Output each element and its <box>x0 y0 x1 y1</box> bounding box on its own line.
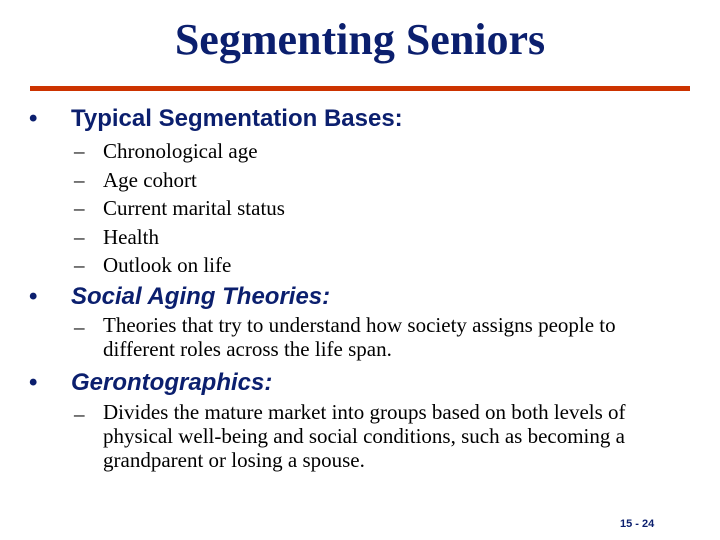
list-item: – Health <box>74 224 159 249</box>
segmentation-bases-list <box>74 137 285 280</box>
section-heading-social-aging-theories: • Social Aging Theories: <box>29 283 331 310</box>
list-item: – Current marital status <box>74 196 285 220</box>
bullet-icon: • <box>29 369 38 396</box>
bullet-icon: • <box>29 283 38 310</box>
list-item: – Theories that try to understand how society assigns people to different roles across the life span. <box>74 313 616 361</box>
slide-title: Segmenting Seniors <box>174 15 546 64</box>
list-item: – Age cohort <box>74 167 197 192</box>
list-item: – Outlook on life <box>74 253 232 277</box>
section-heading-segmentation-bases: • Typical Segmentation Bases: <box>29 105 403 132</box>
list-item: – Divides the mature market into groups based on both levels of physical well-being and social conditions, such as becoming a grandparent or losing a spouse. <box>74 400 626 472</box>
page-number: 15 - 24 <box>620 518 655 530</box>
bullet-icon: • <box>29 105 38 132</box>
section-heading-gerontographics: • Gerontographics: <box>29 369 273 396</box>
list-item: – Chronological age <box>74 139 258 163</box>
title-divider <box>30 86 690 91</box>
